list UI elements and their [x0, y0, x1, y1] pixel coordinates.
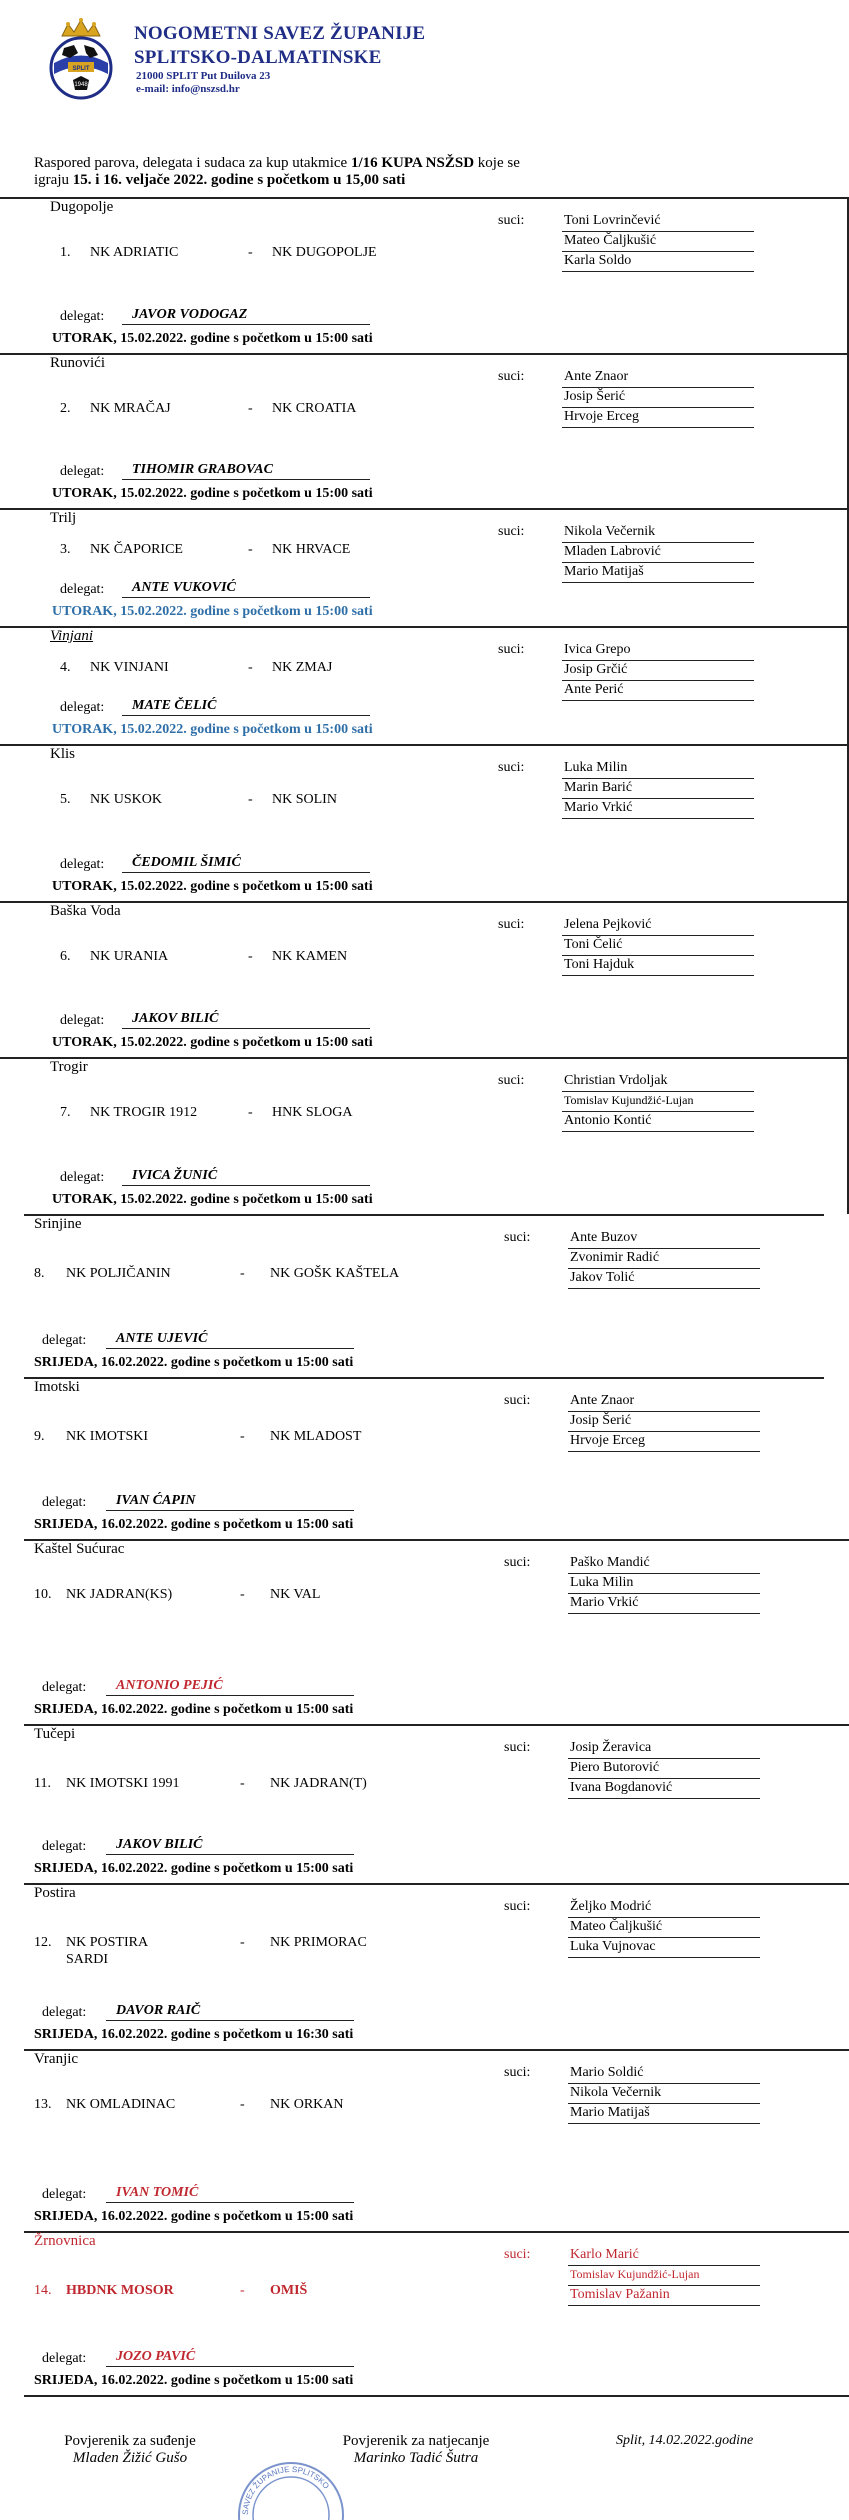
score-dash: - — [248, 1105, 253, 1120]
separator-line — [0, 626, 849, 628]
venue-name: Tučepi — [34, 1726, 76, 1742]
referee-name: Mario Vrkić — [562, 800, 754, 819]
away-team: NK ZMAJ — [272, 660, 333, 675]
match-date: UTORAK, 15.02.2022. godine s početkom u 15:00 sati — [52, 331, 373, 346]
venue-name: Žrnovnica — [34, 2233, 96, 2249]
referee-name: Christian Vrdoljak — [562, 1073, 754, 1092]
logo-text: SPLIT — [72, 66, 90, 72]
score-dash: - — [240, 2283, 245, 2298]
separator-line — [0, 1057, 849, 1059]
referee-name: Jelena Pejković — [562, 917, 754, 936]
referee-name: Paško Mandić — [568, 1555, 760, 1574]
referees-label: suci: — [498, 213, 525, 228]
referee-name: Piero Butorović — [568, 1760, 760, 1779]
match-date: SRIJEDA, 16.02.2022. godine s početkom u 15:00 sati — [34, 1517, 354, 1532]
referee-name: Mario Vrkić — [568, 1595, 760, 1614]
home-team: NK POSTIRA — [66, 1935, 149, 1950]
home-team: NK OMLADINAC — [66, 2097, 176, 2112]
score-dash: - — [248, 542, 253, 557]
away-team: NK DUGOPOLJE — [272, 245, 377, 260]
home-team: NK ČAPORICE — [90, 542, 183, 557]
match-date: UTORAK, 15.02.2022. godine s početkom u 15:00 sati — [52, 486, 373, 501]
delegate-name: JAKOV BILIĆ — [122, 1011, 370, 1029]
referee-name: Nikola Večernik — [568, 2085, 760, 2104]
away-team: NK CROATIA — [272, 401, 357, 416]
referees-label: suci: — [498, 1073, 525, 1088]
delegate-name: IVAN ĆAPIN — [106, 1493, 354, 1511]
delegate-name: IVICA ŽUNIĆ — [122, 1168, 370, 1186]
referees-label: suci: — [504, 2065, 531, 2080]
match-number: 8. — [34, 1266, 45, 1281]
referees-label: suci: — [498, 760, 525, 775]
referees-label: suci: — [504, 1230, 531, 1245]
match-block — [24, 1539, 849, 1724]
separator-line — [0, 197, 849, 199]
match-number: 1. — [60, 245, 71, 260]
home-team-line2: SARDI — [66, 1952, 109, 1967]
referee-name: Mario Matijaš — [568, 2105, 760, 2124]
away-team: NK SOLIN — [272, 792, 337, 807]
separator-line — [24, 1539, 849, 1541]
delegate-label: delegat: — [42, 2187, 87, 2202]
away-team: NK ORKAN — [270, 2097, 344, 2112]
referee-name: Ivana Bogdanović — [568, 1780, 760, 1799]
match-number: 2. — [60, 401, 71, 416]
separator-line — [0, 353, 849, 355]
referees-label: suci: — [504, 1899, 531, 1914]
referee-name: Toni Lovrinčević — [562, 213, 754, 232]
intro-competition: 1/16 KUPA NSŽSD — [350, 155, 475, 171]
referee-name: Ante Buzov — [568, 1230, 760, 1249]
match-number: 5. — [60, 792, 71, 807]
match-number: 12. — [34, 1935, 52, 1950]
separator-line — [0, 901, 849, 903]
delegate-name: TIHOMIR GRABOVAC — [122, 462, 370, 480]
referee-name: Mario Matijaš — [562, 564, 754, 583]
match-block — [0, 1057, 849, 1214]
federation-logo — [40, 18, 122, 102]
intro-line1-c: koje se — [474, 155, 520, 171]
venue-name: Baška Voda — [50, 903, 121, 919]
footer-role-1: Povjerenik za suđenje — [64, 2433, 196, 2449]
referee-name: Tomislav Kujundžić-Lujan — [562, 1093, 754, 1112]
venue-name: Vranjic — [34, 2051, 79, 2067]
delegate-name: JAVOR VODOGAZ — [122, 307, 370, 325]
venue-name: Srinjine — [34, 1216, 82, 1232]
footer-name-1: Mladen Žižić Gušo — [72, 2450, 188, 2466]
referee-name: Josip Grčić — [562, 662, 754, 681]
referee-name: Luka Milin — [562, 760, 754, 779]
home-team: NK TROGIR 1912 — [90, 1105, 198, 1120]
match-date: SRIJEDA, 16.02.2022. godine s početkom u 15:00 sati — [34, 1355, 354, 1370]
delegate-label: delegat: — [42, 1839, 87, 1854]
match-date: UTORAK, 15.02.2022. godine s početkom u 15:00 sati — [52, 879, 373, 894]
referee-name: Mladen Labrović — [562, 544, 754, 563]
away-team: NK VAL — [270, 1587, 321, 1602]
intro-line1-a: Raspored parova, delegata i sudaca za kup utakmice — [34, 155, 351, 171]
match-number: 3. — [60, 542, 71, 557]
away-team: NK MLADOST — [270, 1429, 362, 1444]
match-number: 9. — [34, 1429, 45, 1444]
away-team: NK PRIMORAC — [270, 1935, 367, 1950]
match-date: SRIJEDA, 16.02.2022. godine s početkom u 16:30 sati — [34, 2027, 354, 2042]
match-block — [24, 1724, 849, 1883]
match-block — [24, 1377, 824, 1539]
footer-referee-commissioner — [40, 2433, 220, 2467]
referee-name: Luka Vujnovac — [568, 1939, 760, 1958]
match-date: UTORAK, 15.02.2022. godine s početkom u 15:00 sati — [52, 1192, 373, 1207]
official-stamp — [236, 2460, 346, 2520]
referee-name: Željko Modrić — [568, 1899, 760, 1918]
stamp-text: SAVEZ ŽUPANIJE SPLITSKO — [240, 2464, 331, 2516]
match-date: UTORAK, 15.02.2022. godine s početkom u 15:00 sati — [52, 604, 373, 619]
home-team: NK IMOTSKI — [66, 1429, 149, 1444]
match-date: UTORAK, 15.02.2022. godine s početkom u 15:00 sati — [52, 1035, 373, 1050]
org-email[interactable]: e-mail: info@nszsd.hr — [136, 83, 240, 95]
referee-name: Josip Šerić — [568, 1413, 760, 1432]
referee-name: Luka Milin — [568, 1575, 760, 1594]
score-dash: - — [240, 1935, 245, 1950]
match-block — [24, 1883, 849, 2049]
delegate-label: delegat: — [42, 2005, 87, 2020]
match-number: 6. — [60, 949, 71, 964]
match-date: SRIJEDA, 16.02.2022. godine s početkom u 15:00 sati — [34, 1861, 354, 1876]
match-block — [0, 508, 849, 626]
match-date: SRIJEDA, 16.02.2022. godine s početkom u 15:00 sati — [34, 2209, 354, 2224]
venue-name: Runovići — [50, 355, 105, 371]
delegate-name: MATE ČELIĆ — [122, 698, 370, 716]
venue-name: Klis — [50, 746, 76, 762]
away-team: HNK SLOGA — [272, 1105, 353, 1120]
match-block — [0, 353, 849, 508]
delegate-label: delegat: — [42, 1333, 87, 1348]
separator-line — [24, 2395, 849, 2397]
delegate-label: delegat: — [60, 464, 105, 479]
referee-name: Ante Perić — [562, 682, 754, 701]
delegate-label: delegat: — [60, 1013, 105, 1028]
referee-name: Karlo Marić — [568, 2247, 760, 2266]
home-team: NK POLJIČANIN — [66, 1266, 171, 1281]
match-number: 11. — [34, 1776, 51, 1791]
footer-role-2: Povjerenik za natjecanje — [342, 2433, 490, 2449]
referee-name: Karla Soldo — [562, 253, 754, 272]
org-name-line2: SPLITSKO-DALMATINSKE — [134, 47, 382, 68]
referee-name: Ante Znaor — [562, 369, 754, 388]
referees-label: suci: — [498, 642, 525, 657]
score-dash: - — [248, 792, 253, 807]
intro-dates: 15. i 16. veljače 2022. godine s početkom u 15,00 sati — [72, 172, 406, 188]
match-block — [0, 197, 849, 353]
match-block — [24, 2231, 849, 2395]
referee-name: Marin Barić — [562, 780, 754, 799]
delegate-name: ANTE VUKOVIĆ — [122, 580, 370, 598]
referee-name: Nikola Večernik — [562, 524, 754, 543]
venue-name: Postira — [34, 1885, 76, 1901]
home-team: NK VINJANI — [90, 660, 169, 675]
referees-label: suci: — [504, 1740, 531, 1755]
referee-name: Toni Čelić — [562, 937, 754, 956]
away-team: NK JADRAN(T) — [270, 1776, 367, 1791]
home-team: NK MRAČAJ — [90, 401, 171, 416]
delegate-label: delegat: — [42, 1680, 87, 1695]
venue-name: Trilj — [50, 510, 77, 526]
home-team: NK USKOK — [90, 792, 162, 807]
match-date: SRIJEDA, 16.02.2022. godine s početkom u 15:00 sati — [34, 1702, 354, 1717]
score-dash: - — [240, 1587, 245, 1602]
separator-line — [24, 2231, 849, 2233]
match-number: 13. — [34, 2097, 52, 2112]
match-block — [24, 1214, 824, 1377]
delegate-label: delegat: — [42, 2351, 87, 2366]
home-team: NK ADRIATIC — [90, 245, 179, 260]
match-block — [0, 626, 849, 744]
referees-label: suci: — [498, 917, 525, 932]
match-date: SRIJEDA, 16.02.2022. godine s početkom u 15:00 sati — [34, 2373, 354, 2388]
separator-line — [24, 1883, 849, 1885]
venue-name: Imotski — [34, 1379, 80, 1395]
separator-line — [24, 2049, 849, 2051]
referee-name: Tomislav Pažanin — [568, 2287, 760, 2306]
venue-name: Kaštel Sućurac — [34, 1541, 125, 1557]
delegate-name: ANTONIO PEJIĆ — [106, 1678, 354, 1696]
away-team: NK HRVACE — [272, 542, 351, 557]
match-block — [0, 901, 849, 1057]
intro-text — [34, 155, 834, 189]
score-dash: - — [248, 245, 253, 260]
footer-competition-commissioner — [316, 2433, 516, 2467]
home-team: NK JADRAN(KS) — [66, 1587, 173, 1602]
org-address: 21000 SPLIT Put Duilova 23 — [136, 70, 271, 82]
separator-line — [24, 1214, 824, 1216]
delegate-label: delegat: — [60, 700, 105, 715]
referee-name: Jakov Tolić — [568, 1270, 760, 1289]
referee-name: Tomislav Kujundžić-Lujan — [568, 2267, 760, 2286]
referee-name: Mateo Čaljkušić — [568, 1919, 760, 1938]
referee-name: Josip Šerić — [562, 389, 754, 408]
venue-name: Vinjani — [50, 628, 94, 644]
referee-name: Ante Znaor — [568, 1393, 760, 1412]
referee-name: Josip Žeravica — [568, 1740, 760, 1759]
referees-label: suci: — [504, 1393, 531, 1408]
delegate-name: ANTE UJEVIĆ — [106, 1331, 354, 1349]
separator-line — [24, 1377, 824, 1379]
venue-name: Dugopolje — [50, 199, 114, 215]
referee-name: Hrvoje Erceg — [568, 1433, 760, 1452]
org-header — [134, 22, 425, 96]
away-team: OMIŠ — [270, 2283, 308, 2298]
away-team: NK GOŠK KAŠTELA — [270, 1266, 400, 1281]
logo-year: 1948 — [74, 82, 88, 88]
delegate-name: JOZO PAVIĆ — [106, 2349, 354, 2367]
match-block — [24, 2049, 849, 2231]
score-dash: - — [240, 1429, 245, 1444]
score-dash: - — [248, 401, 253, 416]
away-team: NK KAMEN — [272, 949, 348, 964]
match-number: 4. — [60, 660, 71, 675]
venue-name: Trogir — [50, 1059, 88, 1075]
score-dash: - — [248, 660, 253, 675]
score-dash: - — [248, 949, 253, 964]
referee-name: Zvonimir Radić — [568, 1250, 760, 1269]
home-team: HBDNK MOSOR — [66, 2283, 174, 2298]
delegate-label: delegat: — [60, 582, 105, 597]
referees-label: suci: — [504, 2247, 531, 2262]
referees-label: suci: — [498, 524, 525, 539]
referee-name: Antonio Kontić — [562, 1113, 754, 1132]
separator-line — [0, 508, 849, 510]
delegate-name: ČEDOMIL ŠIMIĆ — [122, 855, 370, 873]
org-name-line1: NOGOMETNI SAVEZ ŽUPANIJE — [134, 23, 426, 44]
delegate-label: delegat: — [42, 1495, 87, 1510]
score-dash: - — [240, 2097, 245, 2112]
delegate-label: delegat: — [60, 309, 105, 324]
delegate-label: delegat: — [60, 857, 105, 872]
match-number: 10. — [34, 1587, 52, 1602]
delegate-name: IVAN TOMIĆ — [106, 2185, 354, 2203]
footer-place-date: Split, 14.02.2022.godine — [616, 2433, 754, 2448]
match-date: UTORAK, 15.02.2022. godine s početkom u 15:00 sati — [52, 722, 373, 737]
separator-line — [24, 1724, 849, 1726]
referee-name: Mario Soldić — [568, 2065, 760, 2084]
footer-name-2: Marinko Tadić Šutra — [353, 2450, 479, 2466]
referees-label: suci: — [504, 1555, 531, 1570]
score-dash: - — [240, 1266, 245, 1281]
delegate-name: JAKOV BILIĆ — [106, 1837, 354, 1855]
referee-name: Ivica Grepo — [562, 642, 754, 661]
intro-line2-a: igraju — [34, 172, 73, 188]
match-block — [0, 744, 849, 901]
delegate-label: delegat: — [60, 1170, 105, 1185]
referee-name: Mateo Čaljkušić — [562, 233, 754, 252]
home-team: NK URANIA — [90, 949, 169, 964]
match-number: 7. — [60, 1105, 71, 1120]
separator-line — [0, 744, 849, 746]
referees-label: suci: — [498, 369, 525, 384]
delegate-name: DAVOR RAIČ — [106, 2003, 354, 2021]
referee-name: Toni Hajduk — [562, 957, 754, 976]
referee-name: Hrvoje Erceg — [562, 409, 754, 428]
match-number: 14. — [34, 2283, 52, 2298]
score-dash: - — [240, 1776, 245, 1791]
home-team: NK IMOTSKI 1991 — [66, 1776, 180, 1791]
